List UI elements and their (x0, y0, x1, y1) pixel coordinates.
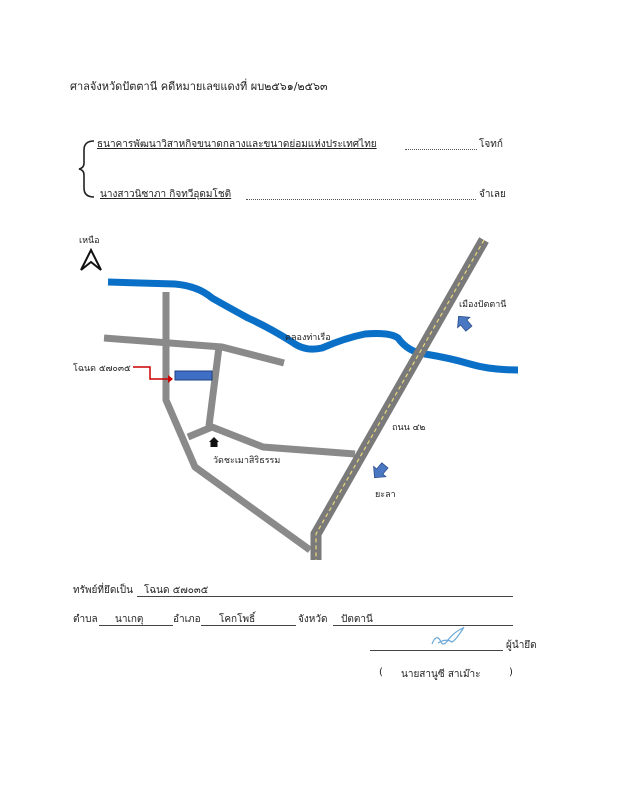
plaintiff-name: ธนาคารพัฒนาวิสาหกิจขนาดกลางและขนาดย่อมแห่งประเทศไทย (97, 139, 377, 150)
canal-label: คลองท่าเรือ (285, 333, 331, 343)
city-south-label: ยะลา (375, 490, 396, 500)
province-value: ปัตตานี (341, 614, 373, 625)
subdistrict-label: ตำบล (73, 614, 98, 625)
signer-name: นายสานูซี สาเม๊าะ (401, 669, 481, 680)
asset-value: โฉนด ๕๗๐๓๕ (144, 585, 209, 596)
subdistrict-value: นาเกตุ (115, 614, 144, 625)
plot-label: โฉนด ๕๗๐๓๕ (73, 364, 131, 374)
province-label: จังหวัด (298, 614, 328, 625)
district-value: โคกโพธิ์ (219, 614, 256, 625)
defendant-name: นางสาวนิซาภา กิจทวีอุดมโชติ (100, 189, 232, 200)
signature-line (370, 650, 503, 651)
temple-label: วัดชะเมาสิริธรรม (213, 456, 281, 466)
signer-close-paren: ) (509, 667, 513, 678)
city-north-label: เมืองปัตตานี (459, 300, 507, 310)
court-case-header: ศาลจังหวัดปัตตานี คดีหมายเลขแดงที่ ผบ๒๕๖๑/๒๕๖๓ (70, 80, 328, 93)
road-label: ถนน ๔๒ (392, 423, 426, 433)
signer-role: ผู้นำยึด (506, 640, 537, 651)
north-label: เหนือ (79, 236, 100, 246)
asset-label: ทรัพย์ที่ยึดเป็น (73, 585, 133, 596)
defendant-role: จำเลย (479, 189, 506, 200)
plaintiff-role: โจทก์ (479, 139, 503, 150)
signer-open-paren: ( (379, 667, 383, 678)
district-label: อำเภอ (173, 614, 201, 625)
